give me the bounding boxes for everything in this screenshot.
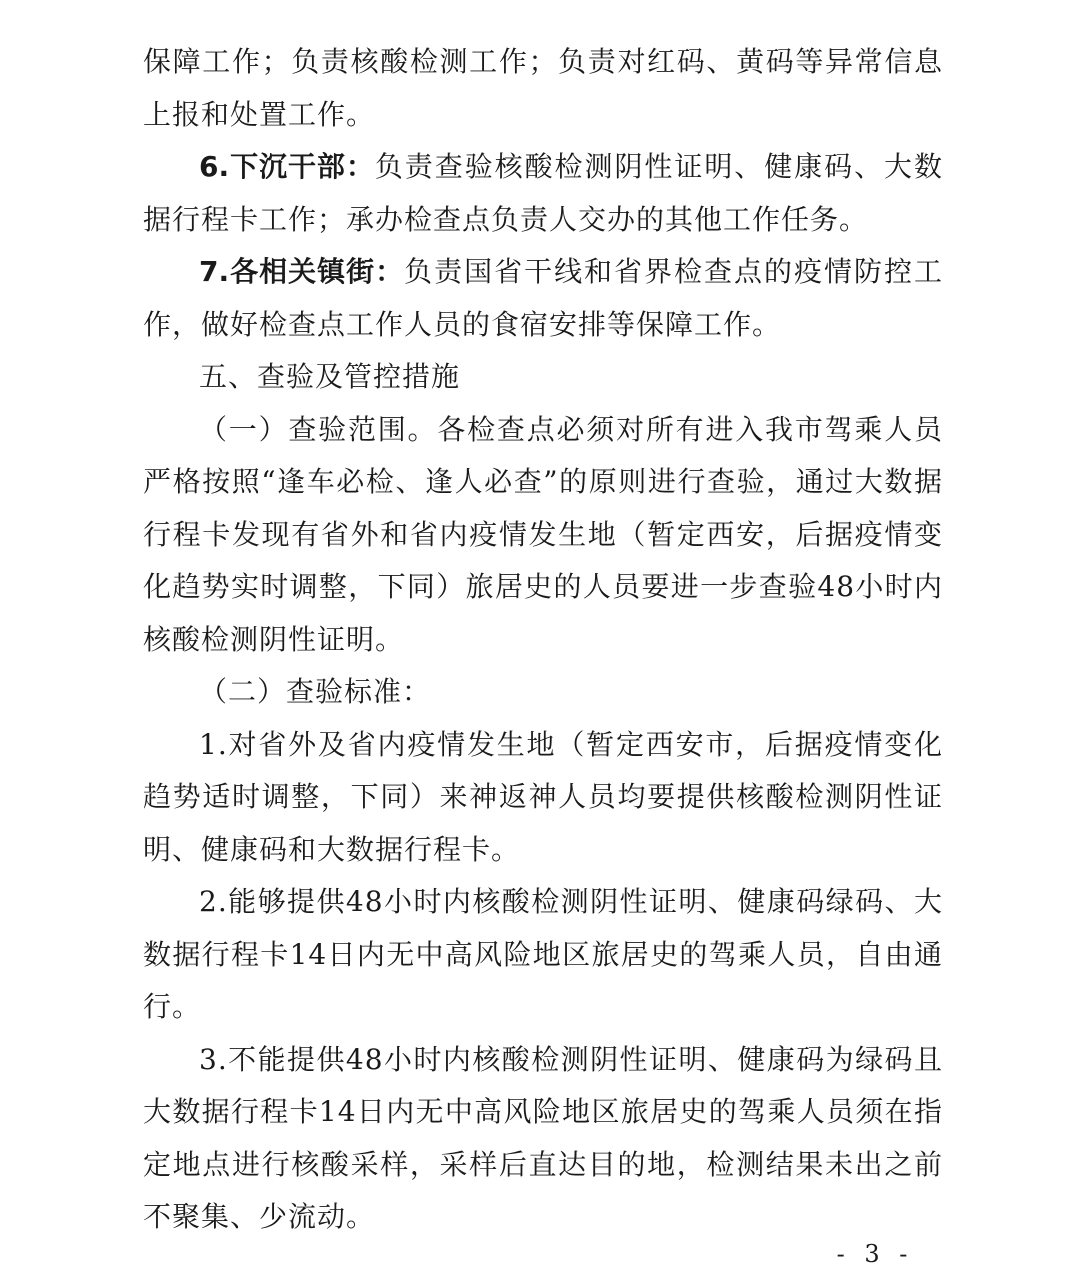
paragraph-continuation: 保障工作；负责核酸检测工作；负责对红码、黄码等异常信息上报和处置工作。 bbox=[143, 45, 943, 131]
document-body bbox=[143, 36, 943, 1244]
page-number: - 3 - bbox=[836, 1240, 914, 1268]
section-heading-5: 五、查验及管控措施 bbox=[199, 360, 461, 393]
item-6-lead: 6.下沉干部： bbox=[199, 150, 375, 183]
paragraph-item-6 bbox=[143, 141, 943, 246]
paragraph-standard-2: 2.能够提供48小时内核酸检测阴性证明、健康码绿码、大数据行程卡14日内无中高风险地区旅居史的驾乘人员，自由通行。 bbox=[143, 885, 943, 1023]
paragraph-inspection-standard-heading: （二）查验标准： bbox=[199, 675, 432, 708]
paragraph-inspection-scope: （一）查验范围。各检查点必须对所有进入我市驾乘人员严格按照“逢车必检、逢人必查”的原则进行查验，通过大数据行程卡发现有省外和省内疫情发生地（暂定西安，后据疫情变化趋势实时调整，下同）旅居史的人员要进一步查验48小时内核酸检测阴性证明。 bbox=[143, 412, 943, 656]
item-6-body: 负责查验核酸检测阴性证明、健康码、大数据行程卡工作；承办检查点负责人交办的其他工作任务。 bbox=[143, 150, 943, 236]
paragraph-standard-1: 1.对省外及省内疫情发生地（暂定西安市，后据疫情变化趋势适时调整，下同）来神返神人员均要提供核酸检测阴性证明、健康码和大数据行程卡。 bbox=[143, 727, 943, 866]
paragraph-item-7 bbox=[143, 246, 943, 351]
paragraph-standard-3: 3.不能提供48小时内核酸检测阴性证明、健康码为绿码且大数据行程卡14日内无中高风险地区旅居史的驾乘人员须在指定地点进行核酸采样，采样后直达目的地，检测结果未出之前不聚集、少流动。 bbox=[143, 1042, 943, 1233]
item-7-lead: 7.各相关镇街： bbox=[199, 255, 405, 288]
item-7-body: 负责国省干线和省界检查点的疫情防控工作，做好检查点工作人员的食宿安排等保障工作。 bbox=[143, 255, 943, 341]
